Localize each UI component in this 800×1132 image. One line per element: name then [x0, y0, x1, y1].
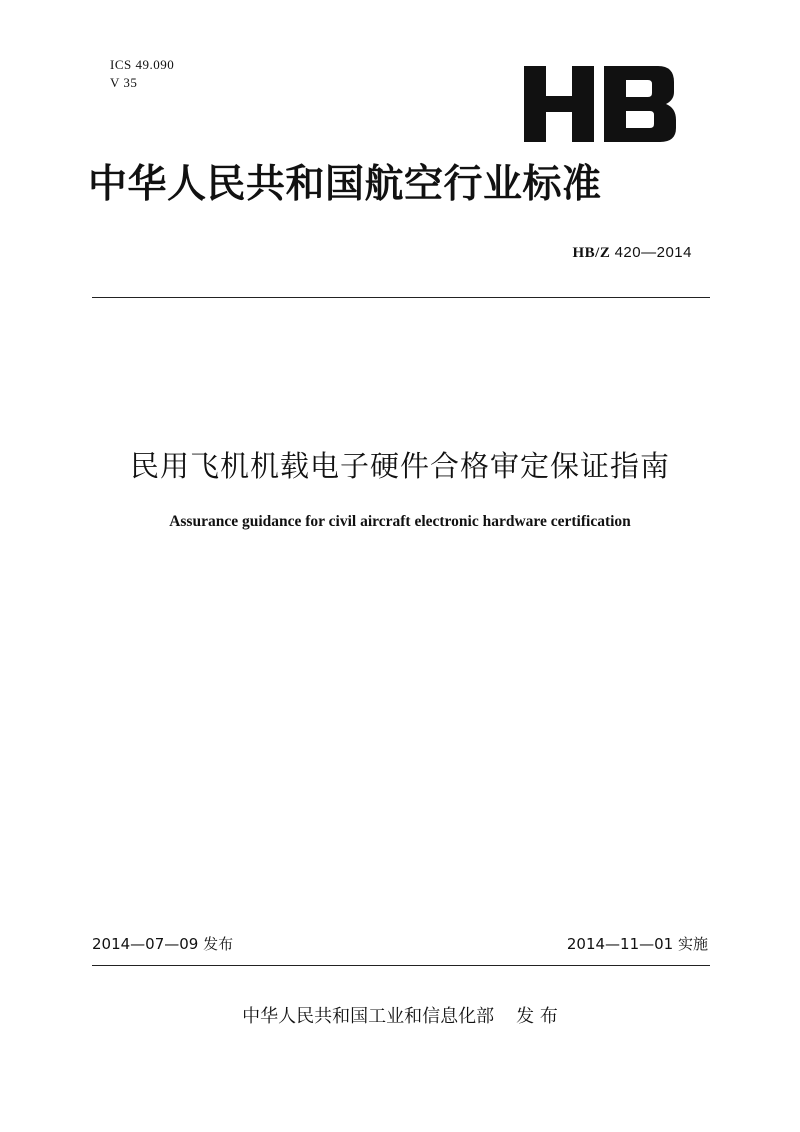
issue-date: 2014—07—09 发布 [92, 935, 234, 953]
top-divider [92, 297, 710, 298]
document-title-english: Assurance guidance for civil aircraft electronic hardware certification [169, 513, 631, 530]
implementation-date: 2014—11—01 实施 [566, 935, 708, 953]
ics-classification-block [110, 56, 174, 92]
publisher-line [0, 1002, 800, 1028]
standard-code [572, 244, 692, 262]
standard-code-prefix: HB/Z [572, 245, 611, 261]
publish-action: 发 布 [516, 1006, 558, 1027]
standard-code-number: 420—2014 [614, 244, 692, 261]
bottom-divider [92, 965, 710, 966]
ics-code: ICS 49.090 [110, 57, 175, 72]
document-title-chinese: 民用飞机机载电子硬件合格审定保证指南 [129, 449, 670, 483]
classification-code: V 35 [110, 75, 138, 90]
standard-category-heading: 中华人民共和国航空行业标准 [88, 162, 602, 207]
hb-logo [524, 66, 676, 142]
publisher-name: 中华人民共和国工业和信息化部 [242, 1006, 495, 1027]
